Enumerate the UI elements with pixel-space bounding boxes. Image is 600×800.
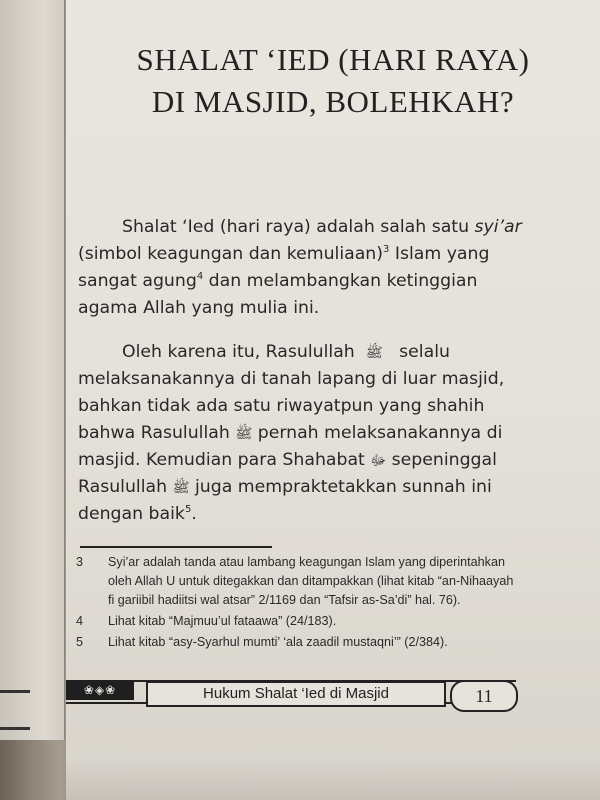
text: pernah melaksanakannya di bbox=[257, 423, 503, 443]
paragraph-1-line-2 bbox=[78, 241, 528, 268]
text: . bbox=[191, 504, 197, 524]
chapter-title-line-1: SHALAT ‘IED (HARI RAYA) bbox=[136, 42, 530, 77]
salawat-glyph-icon: ﷺ bbox=[365, 345, 383, 361]
footnote-number: 3 bbox=[76, 555, 84, 569]
footnote-4 bbox=[76, 612, 546, 631]
paragraph-1-line-3 bbox=[78, 268, 528, 295]
running-title: Hukum Shalat ‘Ied di Masjid bbox=[146, 681, 446, 707]
footnote-ref-5: 5 bbox=[184, 504, 192, 516]
italic-term: syi’ar bbox=[474, 217, 522, 237]
page-number: 11 bbox=[450, 680, 518, 712]
text: masjid. Kemudian para Shahabat bbox=[78, 450, 365, 470]
footnote-text: Lihat kitab “Majmuu’ul fataawa” (24/183). bbox=[108, 614, 337, 628]
paragraph-2-line-2: melaksanakannya di tanah lapang di luar masjid, bbox=[78, 369, 505, 389]
radhiyallahu-glyph-icon: ﷻ bbox=[370, 453, 387, 469]
chapter-title-line-2: DI MASJID, BOLEHKAH? bbox=[151, 84, 515, 119]
paragraph-2-line-4 bbox=[78, 420, 528, 447]
salawat-glyph-icon: ﷺ bbox=[172, 480, 190, 496]
footnotes bbox=[76, 553, 546, 652]
text: selalu bbox=[399, 342, 450, 362]
footnote-ref-4: 4 bbox=[196, 271, 204, 283]
book-page bbox=[66, 0, 600, 800]
text: bahwa Rasulullah bbox=[78, 423, 230, 443]
text: sepeninggal bbox=[391, 450, 497, 470]
paragraph-1-line-1 bbox=[78, 214, 528, 241]
paragraph-2-line-3: bahkan tidak ada satu riwayatpun yang shahih bbox=[78, 396, 485, 416]
previous-page-edge bbox=[0, 0, 65, 740]
text: Oleh karena itu, Rasulullah bbox=[122, 342, 355, 362]
paragraph-2-line-6 bbox=[78, 474, 528, 501]
paragraph-2 bbox=[78, 339, 528, 528]
salawat-glyph-icon: ﷺ bbox=[235, 426, 253, 442]
footnote-number: 4 bbox=[76, 614, 84, 628]
footnote-text: Syi’ar adalah tanda atau lambang keagungan Islam yang diperintahkan bbox=[108, 555, 505, 569]
paragraph-1 bbox=[78, 214, 528, 322]
footnote-5 bbox=[76, 633, 546, 652]
footnote-text: fi gariibil hadiitsi wal atsar” 2/1169 dan “Tafsir as-Sa’di” hal. 76). bbox=[108, 593, 461, 607]
page-shadow bbox=[66, 760, 600, 800]
footnote-ref-3: 3 bbox=[383, 244, 390, 256]
footnote-text: oleh Allah U untuk ditegakkan dan ditampakkan (lihat kitab “an-Nihaayah bbox=[108, 574, 514, 588]
text: dengan baik bbox=[78, 504, 185, 524]
text: juga mempraktetakkan sunnah ini bbox=[195, 477, 492, 497]
ornament-icon: ❀◈❀ bbox=[66, 680, 134, 700]
previous-page-footer-rule bbox=[0, 690, 30, 730]
footnote-separator bbox=[80, 546, 272, 548]
paragraph-2-line-7 bbox=[78, 501, 528, 528]
text: Shalat ‘Ied (hari raya) adalah salah satu bbox=[122, 217, 475, 237]
text: dan melambangkan ketinggian bbox=[203, 271, 478, 291]
text: Rasulullah bbox=[78, 477, 168, 497]
paragraph-2-line-5 bbox=[78, 447, 528, 474]
paragraph-1-line-4: agama Allah yang mulia ini. bbox=[78, 298, 320, 318]
text: sangat agung bbox=[78, 271, 197, 291]
text: (simbol keagungan dan kemuliaan) bbox=[78, 244, 384, 264]
footnote-number: 5 bbox=[76, 635, 84, 649]
footnote-3 bbox=[76, 553, 546, 610]
footnote-text: Lihat kitab “asy-Syarhul mumti’ ‘ala zaadil mustaqni’” (2/384). bbox=[108, 635, 448, 649]
text: Islam yang bbox=[389, 244, 490, 264]
paragraph-2-line-1 bbox=[78, 339, 528, 366]
